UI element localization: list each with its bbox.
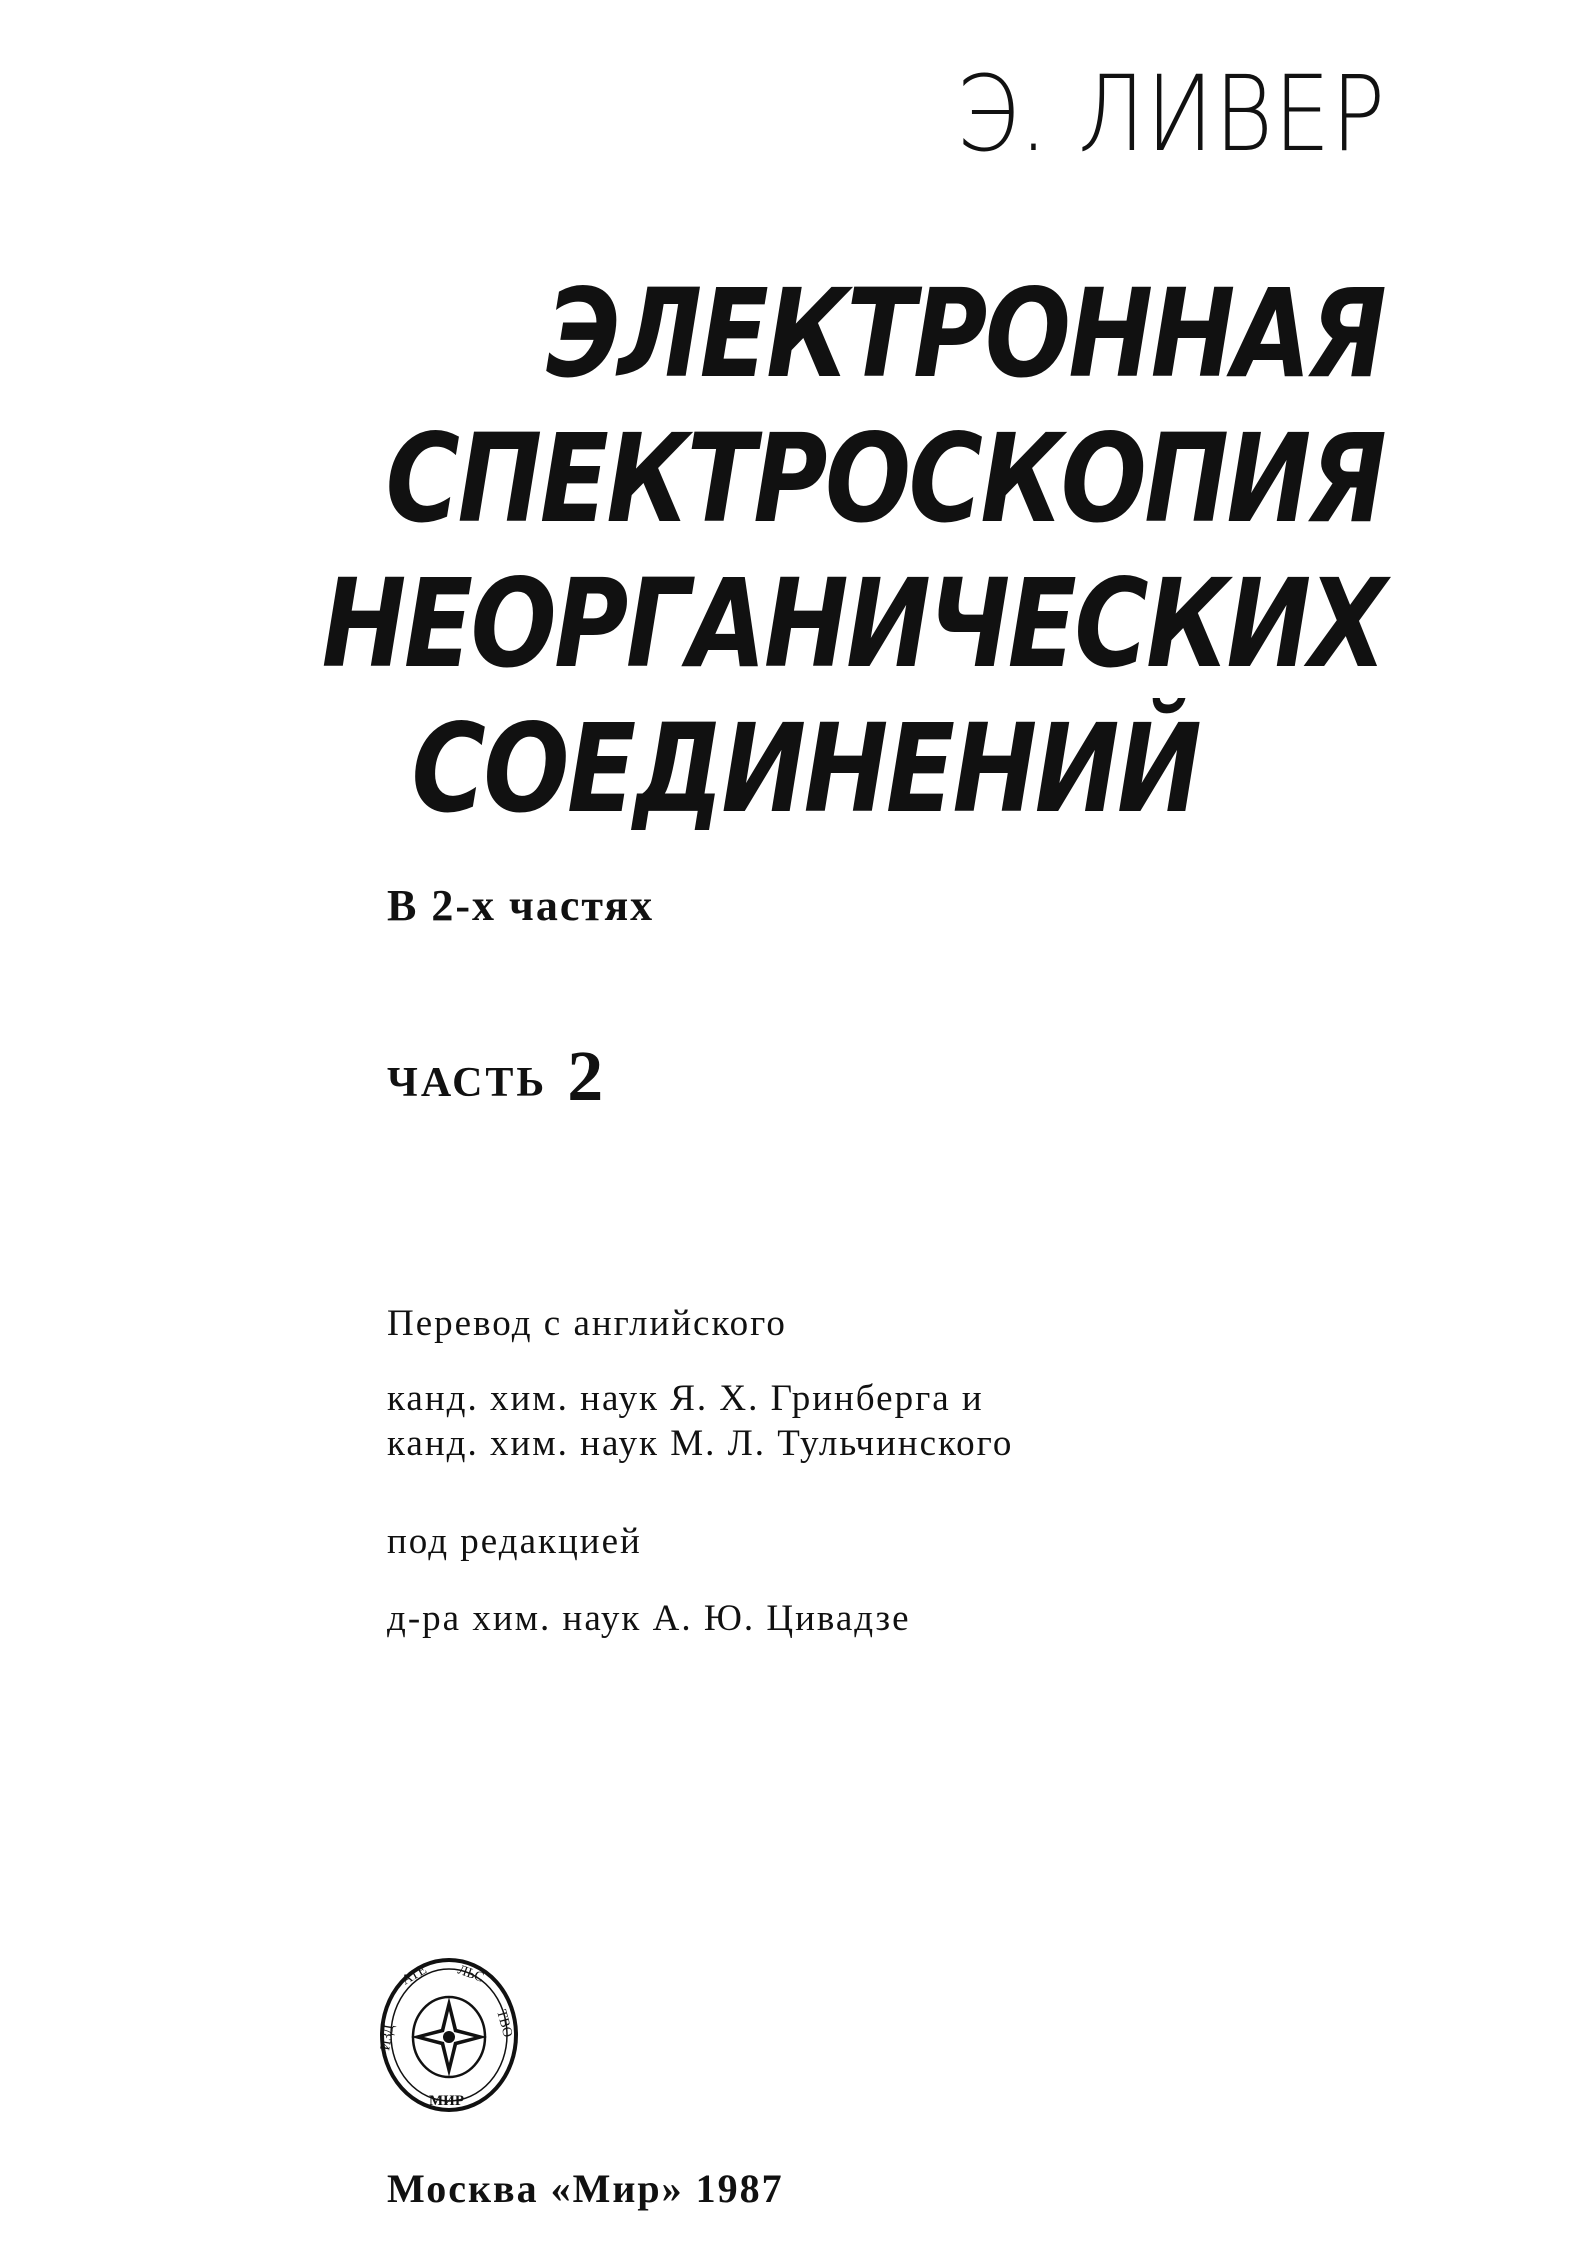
title-line: НЕОРГАНИЧЕСКИХ [321, 553, 1384, 695]
imprint: Москва «Мир» 1987 [387, 2166, 784, 2211]
title-line: СОЕДИНЕНИЙ [411, 698, 1199, 840]
svg-text:АТЕ: АТЕ [399, 1962, 430, 1989]
translation-heading: Перевод с английского [387, 1303, 787, 1344]
part-indicator [387, 1035, 606, 1118]
editor-line: д-ра хим. наук А. Ю. Цивадзе [387, 1598, 911, 1639]
part-label: ЧАСТЬ [387, 1060, 548, 1106]
svg-text:МИР: МИР [429, 2093, 464, 2109]
svg-text:ТВО: ТВО [493, 2008, 515, 2040]
book-title [104, 262, 1384, 842]
author-name: Э. ЛИВЕР [956, 53, 1386, 175]
translator-line: канд. хим. наук Я. Х. Гринберга и [387, 1378, 984, 1419]
editing-heading: под редакцией [387, 1521, 642, 1562]
title-line: ЭЛЕКТРОННАЯ [545, 263, 1384, 405]
svg-text:ЛЬС: ЛЬС [455, 1962, 486, 1986]
svg-text:ИЗД: ИЗД [378, 2023, 398, 2052]
publisher-emblem-icon [377, 1955, 522, 2115]
translator-line: канд. хим. наук М. Л. Тульчинского [387, 1423, 1014, 1464]
parts-note: В 2-х частях [387, 881, 655, 930]
title-line: СПЕКТРОСКОПИЯ [385, 408, 1384, 550]
part-number: 2 [567, 1036, 607, 1116]
